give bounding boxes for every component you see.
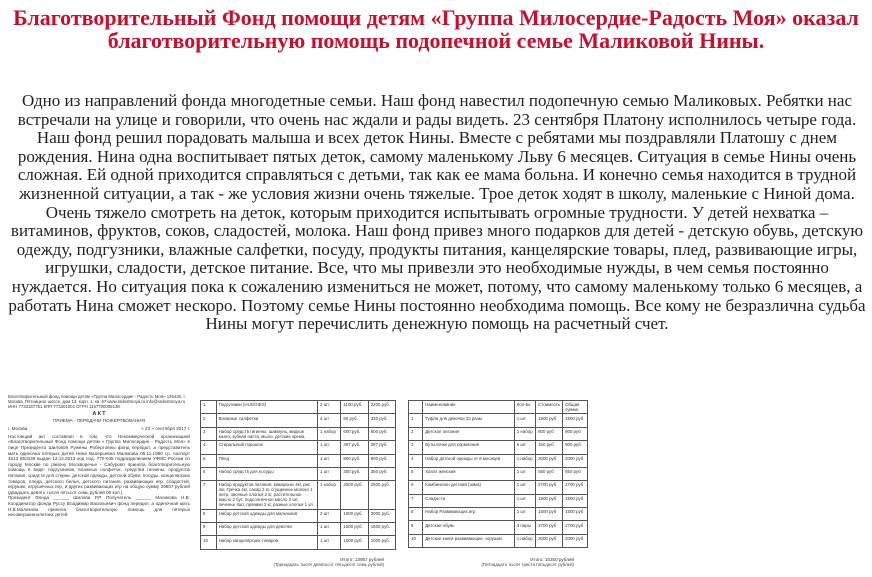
table-cell: Набор продуктов питания: макароны 4кг, рис 4кг, Гречка 4кг, сахар 2 кг, сгущенное молоко 1 литр, овсяные хлопья 2 кг, растительное масло 2 бут, подсолнечное масло 2 шт, печенье 4шт, пряники 2 кг, разные хлопья 1 уп xyxy=(216,481,317,509)
table-cell: 387 руб. xyxy=(341,441,368,454)
table-cell: 2700 руб xyxy=(536,521,563,534)
act-subtitle: ПРИЕМА - ПЕРЕДАЧИ ПОЖЕРТВОВАНИЯ xyxy=(53,417,145,423)
table-row xyxy=(409,534,588,547)
table-cell: 1 набор xyxy=(514,454,535,467)
table-cell: 2 шт xyxy=(318,509,341,522)
table-cell: 5 xyxy=(409,467,423,480)
table-cell: 800 руб xyxy=(563,427,588,440)
table-row xyxy=(201,467,396,480)
table-cell: 1500 руб xyxy=(563,494,588,507)
table-cell: 3000 руб. xyxy=(368,509,395,522)
table-cell: Туфли для девочки 33 разм xyxy=(423,414,515,427)
table-cell: 2500 руб. xyxy=(368,481,395,509)
table1-total-amount: Итого: 13957 рублей xyxy=(340,557,384,562)
table-cell: Подгузники (HUGGIES) xyxy=(216,401,317,414)
table-cell: 1 xyxy=(201,401,217,414)
table-cell: 2000 руб xyxy=(563,454,588,467)
table-cell: Набор средств для посуды xyxy=(216,467,317,480)
table-cell: 6 шт xyxy=(514,441,535,454)
table-cell: 1500 руб. xyxy=(341,509,368,522)
table-row xyxy=(201,414,396,427)
table-cell: Халат женский xyxy=(423,467,515,480)
table-cell: 350 руб. xyxy=(341,467,368,480)
table-cell: 4 xyxy=(409,454,423,467)
foundation-letterhead: Благотворительный фонд помощи детям «Группа Милосердие - Радость Моя» 125430, г. Москва, Пятницкое шоссе, дом 13, корп. 1, кв. 67 www.radostmoya.ru info@radostmoya.ru ИНН 7733187761 КПП 773301001 ОГРН 1157700008138 xyxy=(8,394,186,409)
table-cell: 2000 руб xyxy=(563,534,588,547)
table-row xyxy=(201,427,396,440)
table-cell: 1 шт xyxy=(514,414,535,427)
table-cell: Детское питание xyxy=(423,427,515,440)
table-row xyxy=(201,509,396,522)
table-cell: 2200 руб. xyxy=(368,401,395,414)
table-cell: 1500 руб. xyxy=(368,523,395,536)
table-cell: Сладости xyxy=(423,494,515,507)
table-cell: 800 руб. xyxy=(368,454,395,467)
table-cell: 4 xyxy=(201,441,217,454)
table-row xyxy=(409,427,588,440)
act-date: « 23 » сентября 2017 г. xyxy=(141,426,190,432)
table-row xyxy=(409,467,588,480)
table-cell: 1000 руб. xyxy=(341,536,368,549)
table-cell: Плед xyxy=(216,454,317,467)
table-cell: Набор средств гигиены: шампунь, жидкое мыло, зубная паста, мыло, детские крема. xyxy=(216,427,317,440)
table-cell: 2700 руб xyxy=(536,481,563,494)
table-cell: 2000 руб xyxy=(536,534,563,547)
table-cell: 1000 руб. xyxy=(368,536,395,549)
table1-total xyxy=(273,557,384,567)
table-row xyxy=(201,481,396,509)
table-cell: 9 xyxy=(201,523,217,536)
table-header-cell: Стоимость xyxy=(536,401,563,414)
table-cell: 3 xyxy=(409,441,423,454)
act-closing-text: Президент Фонда ______ Шилова Р.Р. Получатель ______ Маликова Н.В. Координатор фонда Руссу Владимир Васильевич фонд передал, а одиночная мать Н.В.Маликова приняла благотворительную помощь для пятерых несовершеннолетних детей. xyxy=(8,495,190,518)
table-cell: 2700 руб xyxy=(563,481,588,494)
table-cell: 1500 руб xyxy=(563,508,588,521)
table-header-row xyxy=(409,401,588,414)
table-cell: Детские книги развивающие, игрушки xyxy=(423,534,515,547)
table-cell: 1 набор xyxy=(318,427,341,440)
table-cell: 550 руб xyxy=(536,467,563,480)
table-cell: Комбинезон детский (зима) xyxy=(423,481,515,494)
table-cell: 6 xyxy=(201,467,217,480)
table-cell: 2500 руб. xyxy=(341,481,368,509)
act-document-scan xyxy=(0,388,198,577)
donation-table-1 xyxy=(200,400,396,550)
table-cell: Влажные салфетки xyxy=(216,414,317,427)
table-cell: 3 пары xyxy=(514,521,535,534)
table-header-cell: Общая сумма xyxy=(563,401,588,414)
table-row xyxy=(201,523,396,536)
table-row xyxy=(409,454,588,467)
donation-table-2 xyxy=(408,400,588,548)
table-cell: 1500 руб xyxy=(536,508,563,521)
table-cell: 1 набор xyxy=(514,427,535,440)
article-title: Благотворительный Фонд помощи детям «Группа Милосердие-Радость Моя» оказал благотворительную помощь подопечной семье Маликовой Нины. xyxy=(13,5,859,53)
table-cell: 800 руб xyxy=(536,427,563,440)
table-cell: 1 шт xyxy=(318,536,341,549)
table-cell: Бутылочки для кормления xyxy=(423,441,515,454)
table-row xyxy=(409,494,588,507)
table-cell: 1500 руб xyxy=(563,414,588,427)
table-cell: 2 xyxy=(201,414,217,427)
table-cell: 2000 руб xyxy=(536,454,563,467)
table2-total xyxy=(481,557,574,567)
table-cell: 1 шт xyxy=(514,494,535,507)
table-cell: 1 шт. xyxy=(318,441,341,454)
table-header-cell xyxy=(409,401,423,414)
table-cell: 1 шт. xyxy=(318,454,341,467)
table-cell: Стиральный порошок xyxy=(216,441,317,454)
table-cell: 1100 руб. xyxy=(341,401,368,414)
table-cell: 1 шт xyxy=(514,508,535,521)
act-heading: А К Т xyxy=(92,411,106,417)
table-cell: Набор Развивающих игр xyxy=(423,508,515,521)
table-cell: Детская обувь xyxy=(423,521,515,534)
table-header-cell: Кол-во xyxy=(514,401,535,414)
table-cell: 387 руб. xyxy=(368,441,395,454)
table-cell: 9 xyxy=(409,521,423,534)
table-row xyxy=(409,414,588,427)
table-row xyxy=(409,508,588,521)
table-row xyxy=(201,401,396,414)
table-cell: 3 xyxy=(201,427,217,440)
table-cell: Набор детской одежды от 6 месяцев xyxy=(423,454,515,467)
table-cell: 10 xyxy=(409,534,423,547)
table2-total-words: (Пятнадцать тысяч триста пятьдесят рублей) xyxy=(481,562,574,567)
table-row xyxy=(201,536,396,549)
table-cell: 350 руб. xyxy=(368,467,395,480)
table-cell: 600 руб. xyxy=(368,427,395,440)
donation-list-scan-1 xyxy=(198,388,402,577)
table-cell: 2 шт. xyxy=(318,401,341,414)
table-cell: 7 xyxy=(409,494,423,507)
table-cell: 1 xyxy=(409,414,423,427)
table-cell: 2 xyxy=(409,427,423,440)
table-cell: 1 шт xyxy=(514,481,535,494)
donation-list-scan-2 xyxy=(402,388,592,577)
table-cell: 800 руб. xyxy=(341,454,368,467)
table-cell: 5 xyxy=(201,454,217,467)
table-cell: 8 xyxy=(201,509,217,522)
table-cell: 80 руб. xyxy=(341,414,368,427)
table-cell: 1500 руб xyxy=(536,494,563,507)
table-cell: 150 руб xyxy=(536,441,563,454)
act-city: г. Москва xyxy=(8,426,28,432)
table-cell: 8 xyxy=(409,508,423,521)
table-row xyxy=(201,454,396,467)
table-cell: 1 шт xyxy=(514,467,535,480)
table-header-cell: Наименование xyxy=(423,401,515,414)
table-cell: Набор детской одежды для девочек xyxy=(216,523,317,536)
table-cell: 2700 руб xyxy=(563,521,588,534)
table-row xyxy=(409,441,588,454)
table-cell: 7 xyxy=(201,481,217,509)
table-cell: 4 шт xyxy=(318,414,341,427)
table-cell: 1500 руб. xyxy=(341,523,368,536)
table2-total-amount: Итого: 15350 рублей xyxy=(530,557,574,562)
act-body-text: Настоящий акт составлен в том, что Некоммерческой организацией «Благотворительный Фонд помощи детям « Группа Милосердие - Радость Моя» в лице Президента Шиловой Ружены Робертовны фонд передал, а представитель мать одиночка пятерых детей Нина Валерьевна Маликова 05.11.1980 г.р. паспорт 4513 863449 выдан 13.12.2013 код под. 770-035 подразделением УФМС России по городу Москве по району Москворечье - Сабурово приняла благотворительную помощь в виде: подгузников, влажных салфеток, средства гигиены, продуктов питания, средств для стирки, детской одежды, детской обуви, посуды, канцелярских товаров, пледа, детского белья, детского питания, развивающих игр, сладостей, игрушек, игрушечных игр, и других развивающих игр на общую сумму 29507 рублей (двадцать девять тысяч пятьсот семь рублей 00 коп.) xyxy=(8,433,190,495)
table-cell: 900 руб xyxy=(563,441,588,454)
table-row xyxy=(201,441,396,454)
table-cell: 1500 руб xyxy=(536,414,563,427)
table-cell: 550 руб xyxy=(563,467,588,480)
article-body: Одно из направлений фонда многодетные семьи. Наш фонд навестил подопечную семью Маликовых. Ребятки нас встречали на улице и говорили, что очень нас ждали и рады видеть. 23 сентября Платону исполнилось четыре года. Наш фонд решил порадовать малыша и всех деток Нины. Вместе с ребятами мы поздравляли Платошу с днем рождения. Нина одна воспитывает пятых деток, самому маленькому Льву 6 месяцев. Ситуация в семье Нины очень сложная. Ей одной приходится справляться с детьми, так как ее мама больна. И конечно семья находится в трудной жизненной ситуации, а так - же условия жизни очень тяжелые. Трое деток ходят в школу, маленькие с Ниной дома. Очень тяжело смотреть на деток, которым приходится испытывать огромные трудности. У детей нехватка – витаминов, фруктов, соков, сладостей, молока. Наш фонд привез много подарков для детей - детскую обувь, детскую одежду, подгузники, влажные салфетки, посуду, продукты питания, канцелярские товары, плед, развивающие игры, игрушки, сладости, детское питание. Все, что мы привезли это необходимые нужды, в чем семья постоянно нуждается. Но ситуация пока к сожалению измениться не может, потому, что самому маленькому только 6 месяцев, а работать Нина сможет нескоро. Поэтому семье Нины постоянно необходима помощь. Все кому не безразлична судьба Нины могут перечислить денежную помощь на расчетный счет. xyxy=(8,91,866,334)
table-row xyxy=(409,481,588,494)
table-cell: 1 набор xyxy=(514,534,535,547)
table1-total-words: (Тринадцать тысяч девятьсот пятьдесят семь рублей) xyxy=(273,562,384,567)
table-cell: 1 шт xyxy=(318,467,341,480)
table-row xyxy=(409,521,588,534)
table-cell: 1 набор xyxy=(318,481,341,509)
table-cell: 600 руб. xyxy=(341,427,368,440)
table-cell: Набор канцелярских товаров xyxy=(216,536,317,549)
table-cell: 6 xyxy=(409,481,423,494)
table-cell: 10 xyxy=(201,536,217,549)
table-cell: 320 руб. xyxy=(368,414,395,427)
table-cell: Набор детской одежды для мальчиков xyxy=(216,509,317,522)
table-cell: 1 шт xyxy=(318,523,341,536)
